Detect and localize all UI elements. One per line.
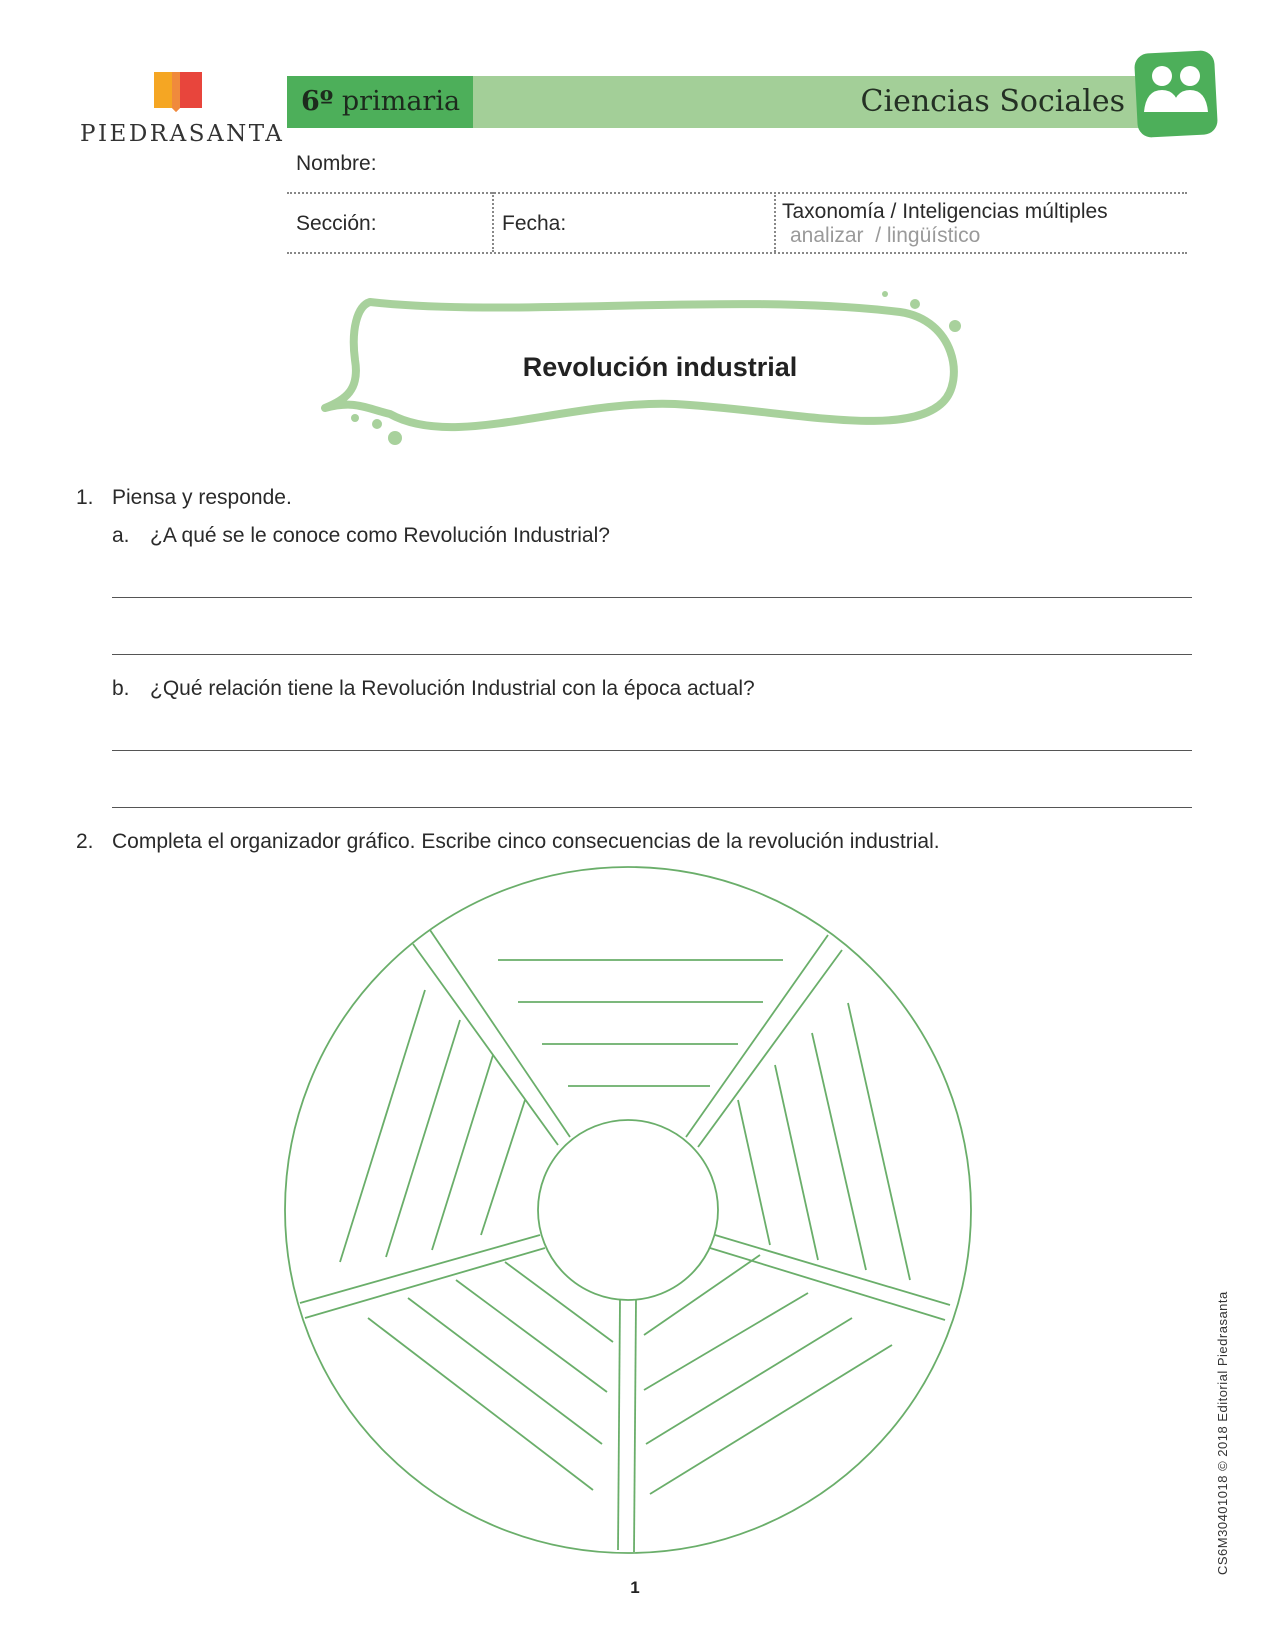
segment-separator (710, 1248, 945, 1320)
writing-line[interactable] (481, 1100, 525, 1235)
publisher-logo: PIEDRASANTA (80, 121, 285, 147)
q1b-letter: b. (112, 677, 130, 700)
writing-line[interactable] (738, 1100, 770, 1245)
q2-text: Completa el organizador gráfico. Escribe cinco consecuencias de la revolución industrial. (112, 830, 940, 853)
writing-line[interactable] (812, 1033, 866, 1270)
segment-separator (634, 1300, 636, 1552)
segment-separator (430, 930, 570, 1137)
page-number: 1 (630, 1578, 640, 1597)
segment-separator (413, 944, 558, 1145)
center-circle[interactable] (538, 1120, 718, 1300)
writing-line[interactable] (775, 1065, 818, 1260)
writing-line[interactable] (644, 1255, 760, 1335)
subject-title: Ciencias Sociales (860, 84, 1125, 119)
writing-line[interactable] (644, 1293, 808, 1390)
q1b-text: ¿Qué relación tiene la Revolución Industrial con la época actual? (150, 677, 755, 700)
q1-number: 1. (76, 486, 94, 509)
fecha-label: Fecha: (502, 212, 567, 235)
writing-line[interactable] (848, 1003, 910, 1280)
taxonomia-label: Taxonomía / Inteligencias múltiples (782, 200, 1108, 223)
segment-separator (618, 1300, 620, 1550)
segment-separator (715, 1235, 950, 1305)
segment-separator (686, 935, 828, 1137)
worksheet-title: Revolución industrial (522, 352, 798, 382)
outer-circle (285, 867, 971, 1553)
q1a-letter: a. (112, 524, 130, 547)
grade-number: 6º (301, 86, 334, 117)
seccion-label: Sección: (296, 212, 377, 235)
writing-line[interactable] (456, 1280, 607, 1392)
copyright-note: CS6M30401018 © 2018 Editorial Piedrasanta (1215, 1291, 1230, 1575)
writing-line[interactable] (386, 1020, 460, 1257)
writing-line[interactable] (368, 1318, 593, 1490)
q2-number: 2. (76, 830, 94, 853)
taxonomia-values: analizar / lingüístico (790, 224, 981, 247)
segment-separator (698, 950, 842, 1147)
writing-line[interactable] (646, 1318, 852, 1444)
segment-separator (300, 1235, 540, 1303)
writing-line[interactable] (505, 1262, 613, 1342)
writing-line[interactable] (340, 990, 425, 1262)
writing-line[interactable] (432, 1055, 493, 1250)
nombre-label: Nombre: (296, 152, 377, 175)
q1-text: Piensa y responde. (112, 486, 292, 509)
q1a-text: ¿A qué se le conoce como Revolución Industrial? (150, 524, 610, 547)
grade-label: primaria (341, 86, 461, 117)
